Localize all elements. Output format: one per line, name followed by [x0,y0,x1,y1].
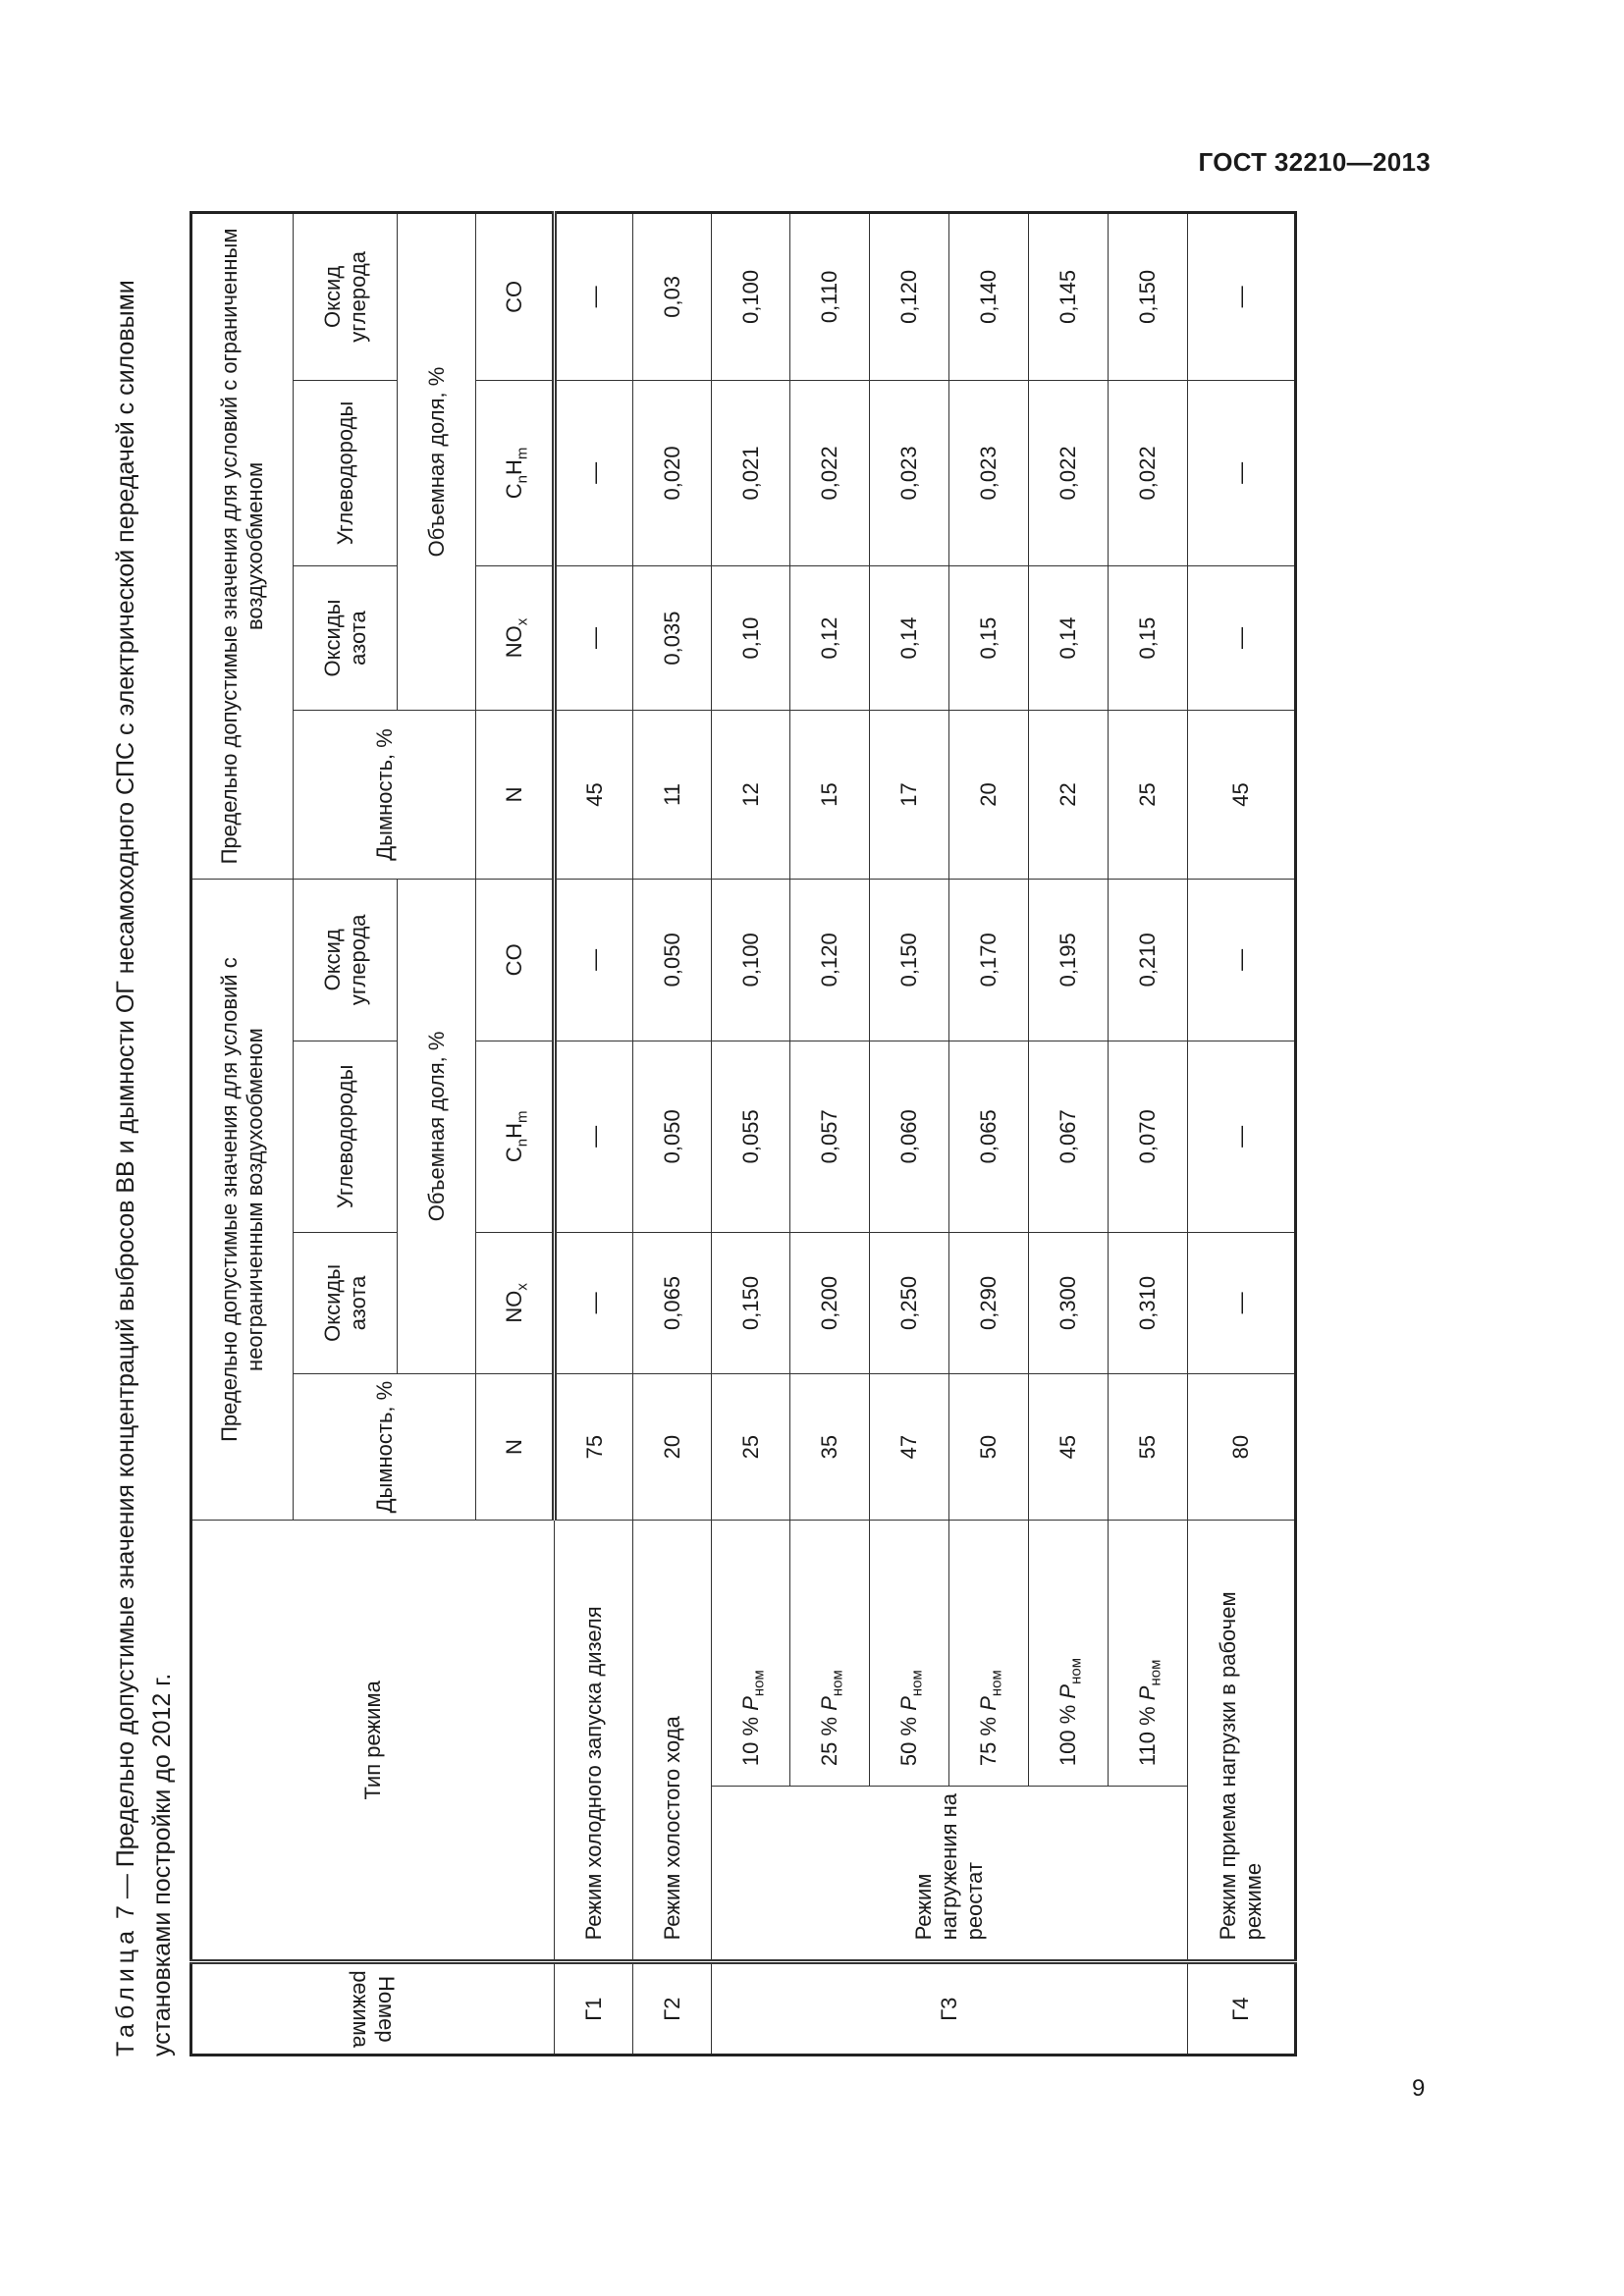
cell-n1: 47 [870,1373,949,1520]
cell-n2: 11 [633,710,712,879]
cell-load: 100 % $P_{ном}$ [1029,1521,1109,1787]
cell-n2: 25 [1109,710,1188,879]
cell-n1: 55 [1109,1373,1188,1520]
header-mode-number: Номер режима [191,1962,555,2056]
cell-n1: 25 [712,1373,790,1520]
cell-ch1: 0,055 [712,1041,790,1232]
page-number: 9 [1412,2075,1426,2102]
cell-ch2: — [555,380,633,565]
table-row [633,213,712,2056]
cell-co2: 0,120 [870,213,949,381]
cell-num: Г3 [712,1962,1188,2056]
cell-co1: 0,050 [633,879,712,1041]
cell-ch1: — [555,1041,633,1232]
cell-co1: 0,170 [949,879,1029,1041]
cell-ch1: 0,057 [790,1041,870,1232]
cell-num: Г1 [555,1962,633,2056]
cell-ch2: 0,022 [1029,380,1109,565]
table-row [1188,213,1296,2056]
header-ch-2: Углеводороды [294,380,398,565]
cell-nox1: 0,065 [633,1232,712,1373]
cell-nox1: 0,200 [790,1232,870,1373]
cell-n1: 35 [790,1373,870,1520]
cell-load: 25 % $P_{ном}$ [790,1521,870,1787]
cell-ch2: — [1188,380,1296,565]
cell-ch1: 0,065 [949,1041,1029,1232]
cell-co1: 0,100 [712,879,790,1041]
cell-co1: 0,210 [1109,879,1188,1041]
caption-text: — Предельно допустимые значения концентраций выбросов ВВ и дымности ОГ несамоходного СПС с электрической передачей с силовыми установками постройки до 2012 г. [112,280,176,2056]
cell-co1: 0,195 [1029,879,1109,1041]
cell-nox2: 0,14 [1029,566,1109,711]
header-volume-fraction-2: Объемная доля, % [398,213,476,711]
header-sym-co-1: CO [476,879,555,1041]
header-volume-fraction-1: Объемная доля, % [398,879,476,1373]
header-group-limited: Предельно допустимые значения для условий с ограниченным воздухообменом [191,213,294,880]
cell-co1: 0,150 [870,879,949,1041]
header-sym-n-2: N [476,710,555,879]
cell-co1: 0,120 [790,879,870,1041]
cell-nox2: — [555,566,633,711]
header-sym-co-2: CO [476,213,555,381]
cell-nox2: 0,12 [790,566,870,711]
cell-co2: — [555,213,633,381]
cell-nox2: 0,10 [712,566,790,711]
cell-ch2: 0,021 [712,380,790,565]
header-co-2: Оксид углерода [294,213,398,381]
cell-ch2: 0,020 [633,380,712,565]
cell-n2: 45 [555,710,633,879]
cell-n1: 75 [555,1373,633,1520]
header-sym-ch-1: $C_nH_m$ [476,1041,555,1232]
header-co-1: Оксид углерода [294,879,398,1041]
table-row [1029,213,1109,2056]
rotated-table-block [108,211,1306,2056]
cell-n2: 20 [949,710,1029,879]
cell-co1: — [555,879,633,1041]
header-nox-2: Оксиды азота [294,566,398,711]
cell-load-group: Режим нагружения на реостат [712,1787,1188,1962]
cell-nox1: 0,300 [1029,1232,1109,1373]
cell-num: Г2 [633,1962,712,2056]
cell-ch1: 0,067 [1029,1041,1109,1232]
cell-mode: Режим холостого хода [633,1521,712,1962]
header-mode-type: Тип режима [191,1521,555,1962]
cell-ch2: 0,022 [790,380,870,565]
cell-nox2: 0,15 [1109,566,1188,711]
cell-nox1: — [1188,1232,1296,1373]
header-smoke-2: Дымность, % [294,710,476,879]
cell-load: 10 % $P_{ном}$ [712,1521,790,1787]
table-row [1109,213,1188,2056]
cell-mode: Режим холодного запуска дизеля [555,1521,633,1962]
cell-ch1: 0,070 [1109,1041,1188,1232]
emissions-table [189,211,1297,2056]
cell-nox2: 0,14 [870,566,949,711]
cell-load: 110 % $P_{ном}$ [1109,1521,1188,1787]
cell-co2: 0,145 [1029,213,1109,381]
cell-num: Г4 [1188,1962,1296,2056]
cell-co2: 0,03 [633,213,712,381]
cell-n1: 50 [949,1373,1029,1520]
cell-n1: 20 [633,1373,712,1520]
table-row [870,213,949,2056]
cell-co2: 0,110 [790,213,870,381]
table-row [555,213,633,2056]
cell-co2: 0,150 [1109,213,1188,381]
header-sym-ch-2: $C_nH_m$ [476,380,555,565]
cell-load: 75 % $P_{ном}$ [949,1521,1029,1787]
cell-n1: 80 [1188,1373,1296,1520]
cell-load: 50 % $P_{ном}$ [870,1521,949,1787]
cell-mode: Режим приема нагрузки в рабочем режиме [1188,1521,1296,1962]
header-group-unlimited: Предельно допустимые значения для условий с неограниченным воздухообменом [191,879,294,1520]
header-sym-nox-2: $NO_x$ [476,566,555,711]
table-row [712,213,790,2056]
cell-co1: — [1188,879,1296,1041]
header-sym-nox-1: $NO_x$ [476,1232,555,1373]
cell-n2: 22 [1029,710,1109,879]
cell-n2: 45 [1188,710,1296,879]
header-smoke-1: Дымность, % [294,1373,476,1520]
cell-n1: 45 [1029,1373,1109,1520]
table-row [949,213,1029,2056]
cell-nox1: 0,250 [870,1232,949,1373]
cell-nox1: — [555,1232,633,1373]
cell-n2: 12 [712,710,790,879]
header-ch-1: Углеводороды [294,1041,398,1232]
caption-label: Таблица [112,1925,139,2056]
cell-co2: — [1188,213,1296,381]
cell-co2: 0,140 [949,213,1029,381]
cell-ch1: 0,060 [870,1041,949,1232]
table-caption [108,211,181,2056]
cell-n2: 15 [790,710,870,879]
table-row [790,213,870,2056]
cell-ch1: — [1188,1041,1296,1232]
cell-co2: 0,100 [712,213,790,381]
cell-nox2: 0,15 [949,566,1029,711]
header-sym-n-1: N [476,1373,555,1520]
cell-ch2: 0,023 [949,380,1029,565]
cell-nox1: 0,310 [1109,1232,1188,1373]
cell-nox1: 0,150 [712,1232,790,1373]
standard-designation: ГОСТ 32210—2013 [1198,147,1431,177]
cell-nox2: — [1188,566,1296,711]
cell-ch2: 0,023 [870,380,949,565]
cell-ch2: 0,022 [1109,380,1188,565]
header-nox-1: Оксиды азота [294,1232,398,1373]
cell-nox1: 0,290 [949,1232,1029,1373]
cell-ch1: 0,050 [633,1041,712,1232]
cell-nox2: 0,035 [633,566,712,711]
caption-number: 7 [112,1905,139,1920]
cell-n2: 17 [870,710,949,879]
